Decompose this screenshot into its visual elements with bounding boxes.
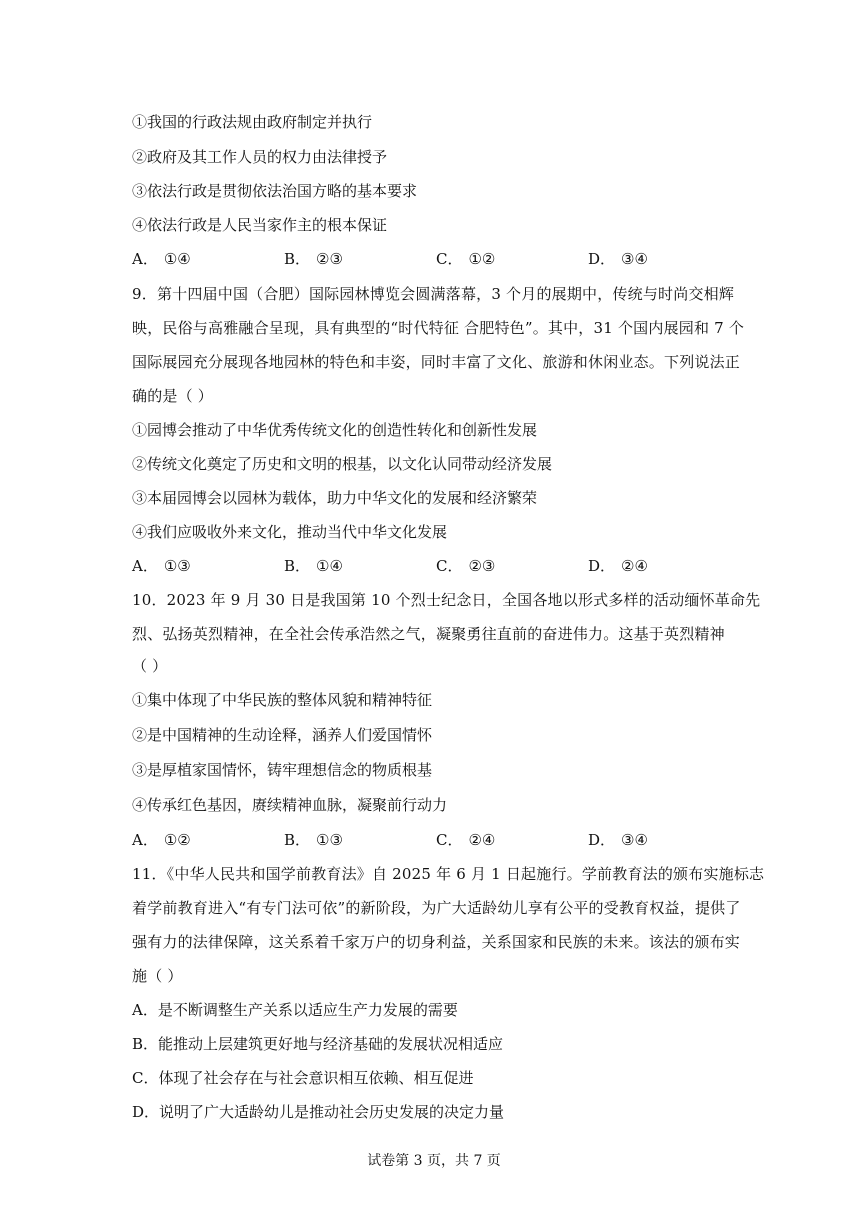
q9-option-b[interactable]: B． ①④ <box>284 557 343 575</box>
q10-statement-3: ③是厚植家国情怀，铸牢理想信念的物质根基 <box>132 761 433 779</box>
q10-statement-2: ②是中国精神的生动诠释，涵养人们爱国情怀 <box>132 726 433 744</box>
q11-stem-line-4: 施（ ） <box>132 967 183 985</box>
q11-choice-d[interactable]: D．说明了广大适龄幼儿是推动社会历史发展的决定力量 <box>132 1103 505 1121</box>
q8-option-d[interactable]: D． ③④ <box>588 250 648 268</box>
q9-stem-line-3: 国际展园充分展现各地园林的特色和丰姿，同时丰富了文化、旅游和休闲业态。下列说法正 <box>132 353 741 371</box>
q8-statement-4: ④依法行政是人民当家作主的根本保证 <box>132 216 388 234</box>
q8-option-b[interactable]: B． ②③ <box>284 250 343 268</box>
q9-stem-line-1: 9．第十四届中国（合肥）国际园林博览会圆满落幕，3 个月的展期中，传统与时尚交相辉 <box>132 285 735 303</box>
q10-statement-1: ①集中体现了中华民族的整体风貌和精神特征 <box>132 691 433 709</box>
q8-option-a[interactable]: A． ①④ <box>132 250 191 268</box>
q8-statement-1: ①我国的行政法规由政府制定并执行 <box>132 113 373 131</box>
q8-options <box>132 249 732 269</box>
q10-stem-line-1: 10．2023 年 9 月 30 日是我国第 10 个烈士纪念日，全国各地以形式多样的活动缅怀革命先 <box>132 591 761 609</box>
q9-statement-4: ④我们应吸收外来文化，推动当代中华文化发展 <box>132 523 448 541</box>
q9-statement-1: ①园博会推动了中华优秀传统文化的创造性转化和创新性发展 <box>132 421 538 439</box>
q9-statement-2: ②传统文化奠定了历史和文明的根基，以文化认同带动经济发展 <box>132 455 553 473</box>
q10-stem-line-3: （ ） <box>132 657 168 675</box>
q9-option-a[interactable]: A． ①③ <box>132 557 191 575</box>
q9-option-c[interactable]: C． ②③ <box>436 557 496 575</box>
q10-option-c[interactable]: C． ②④ <box>436 831 496 849</box>
q9-options <box>132 556 732 576</box>
q8-statement-2: ②政府及其工作人员的权力由法律授予 <box>132 148 388 166</box>
q8-option-c[interactable]: C． ①② <box>436 250 496 268</box>
q11-choice-b[interactable]: B．能推动上层建筑更好地与经济基础的发展状况相适应 <box>132 1035 504 1053</box>
q8-statement-3: ③依法行政是贯彻依法治国方略的基本要求 <box>132 182 418 200</box>
q10-statement-4: ④传承红色基因，赓续精神血脉，凝聚前行动力 <box>132 796 448 814</box>
q10-stem-line-2: 烈、弘扬英烈精神，在全社会传承浩然之气，凝聚勇往直前的奋进伟力。这基于英烈精神 <box>132 625 725 643</box>
q11-stem-line-2: 着学前教育进入“有专门法可依”的新阶段，为广大适龄幼儿享有公平的受教育权益，提供了 <box>132 899 741 917</box>
q9-stem-line-4: 确的是（ ） <box>132 387 213 405</box>
q10-option-a[interactable]: A． ①② <box>132 831 191 849</box>
q9-stem-line-2: 映，民俗与高雅融合呈现，具有典型的“时代特征 合肥特色”。其中，31 个国内展园和 7 个 <box>132 319 745 337</box>
q11-choice-c[interactable]: C．体现了社会存在与社会意识相互依赖、相互促进 <box>132 1069 474 1087</box>
q11-stem-line-3: 强有力的法律保障，这关系着千家万户的切身利益，关系国家和民族的未来。该法的颁布实 <box>132 933 741 951</box>
page-footer: 试卷第 3 页，共 7 页 <box>367 1153 501 1169</box>
q9-option-d[interactable]: D． ②④ <box>588 557 648 575</box>
q10-options <box>132 830 732 850</box>
q11-choice-a[interactable]: A．是不断调整生产关系以适应生产力发展的需要 <box>132 1001 458 1019</box>
q10-option-b[interactable]: B． ①③ <box>284 831 343 849</box>
q11-stem-line-1: 11．《中华人民共和国学前教育法》自 2025 年 6 月 1 日起施行。学前教育法的颁布实施标志 <box>132 865 765 883</box>
q9-statement-3: ③本届园博会以园林为载体，助力中华文化的发展和经济繁荣 <box>132 489 538 507</box>
q10-option-d[interactable]: D． ③④ <box>588 831 648 849</box>
